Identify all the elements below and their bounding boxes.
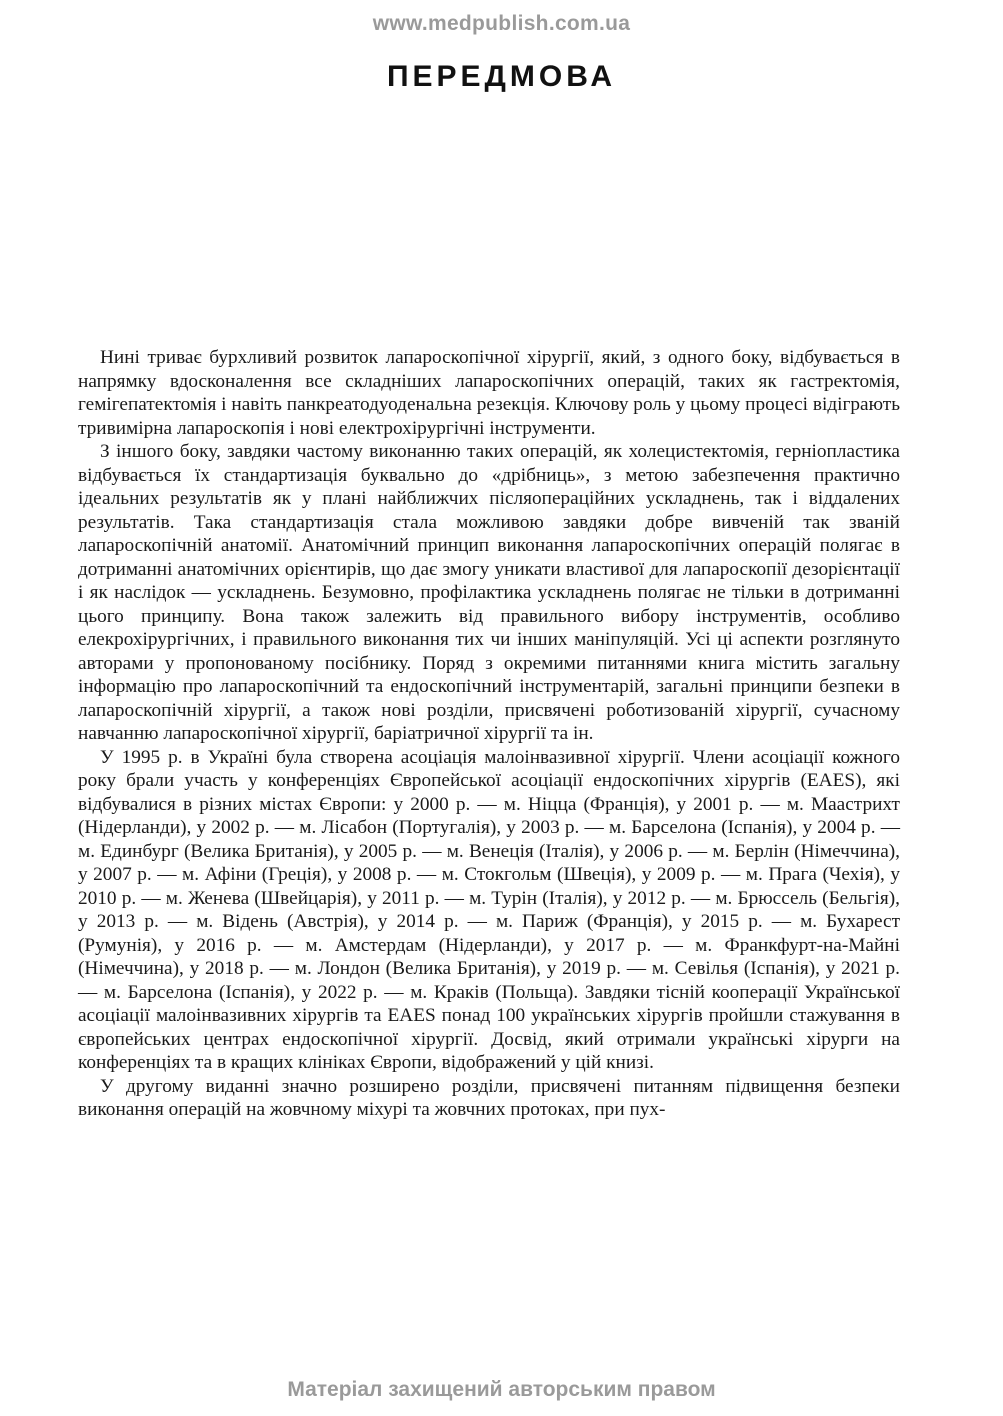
copyright-watermark: Матеріал захищений авторським правом xyxy=(287,1378,716,1401)
preface-body xyxy=(78,346,900,1122)
paragraph: Нині триває бурхливий розвиток лапароскопічної хірургії, який, з одного боку, відбувається в напрямку вдосконалення все складніших лапароскопічних операцій, таких як гастректомія, гемігепатектомія і навіть панкреатодуоденальна резекція. Ключову роль у цьому процесі відіграють тривимірна лапароскопія і нові електрохірургічні інструменти. xyxy=(78,347,900,439)
paragraph: У другому виданні значно розширено розділи, присвячені питанням підвищення безпеки виконання операцій на жовчному міхурі та жовчних протоках, при пух- xyxy=(78,1075,900,1120)
paragraph: У 1995 р. в Україні була створена асоціація малоінвазивної хірургії. Члени асоціації кожного року брали участь у конференціях Європейської асоціації ендоскопічних хірургів (EAES), які відбувалися в різних містах Європи: у 2000 р. — м. Ніцца (Франція), у 2001 р. — м. Маастрихт (Нідерланди), у 2002 р. — м. Лісабон (Португалія), у 2003 р. — м. Барселона (Іспанія), у 2004 р. — м. Единбург (Велика Британія), у 2005 р. — м. Венеція (Італія), у 2006 р. — м. Берлін (Німеччина), у 2007 р. — м. Афіни (Греція), у 2008 р. — м. Стокгольм (Швеція), у 2009 р. — м. Прага (Чехія), у 2010 р. — м. Женева (Швейцарія), у 2011 р. — м. Турін (Італія), у 2012 р. — м. Брюссель (Бельгія), у 2013 р. — м. Відень (Австрія), у 2014 р. — м. Париж (Франція), у 2015 р. — м. Бухарест (Румунія), у 2016 р. — м. Амстердам (Нідерланди), у 2017 р. — м. Франкфурт-на-Майні (Німеччина), у 2018 р. — м. Лондон (Велика Британія), у 2019 р. — м. Севілья (Іспанія), у 2021 р. — м. Барселона (Іспанія), у 2022 р. — м. Краків (Польща). Завдяки тісній кооперації Української асоціації малоінвазивних хірургів та EAES понад 100 українських хірургів пройшли стажування в європейських центрах ендоскопічної хірургії. Досвід, який отримали українські хірурги на конференціях та в кращих клініках Європи, відображений у цій книзі. xyxy=(78,746,900,1073)
site-watermark: www.medpublish.com.ua xyxy=(372,12,631,35)
paragraph: З іншого боку, завдяки частому виконанню таких операцій, як холецистектомія, герніопластика відбувається їх стандартизація буквально до «дрібниць», з метою забезпечення практично ідеальних результатів як у плані найближчих післяопераційних ускладнень, так і віддалених результатів. Така стандартизація стала можливою завдяки добре вивченій так званій лапароскопічній анатомії. Анатомічний принцип виконання лапароскопічних операцій полягає в дотриманні анатомічних орієнтирів, що дає змогу уникати властивої для лапароскопії дезорієнтації і як наслідок — ускладнень. Безумовно, профілактика ускладнень полягає не тільки в дотриманні цього принципу. Вона також залежить від правильного вибору інструментів, особливо елекрохірургічних, і правильного виконання тих чи інших маніпуляцій. Усі ці аспекти розглянуто авторами у пропонованому посібнику. Поряд з окремими питаннями книга містить загальну інформацію про лапароскопічний та ендоскопічний інструментарій, загальні принципи безпеки в лапароскопічній хірургії, а також нові розділи, присвячені роботизованій хірургії, сучасному навчанню лапароскопічної хірургії, баріатричної хірургії та ін. xyxy=(78,441,900,744)
page-title: ПЕРЕДМОВА xyxy=(386,60,617,93)
